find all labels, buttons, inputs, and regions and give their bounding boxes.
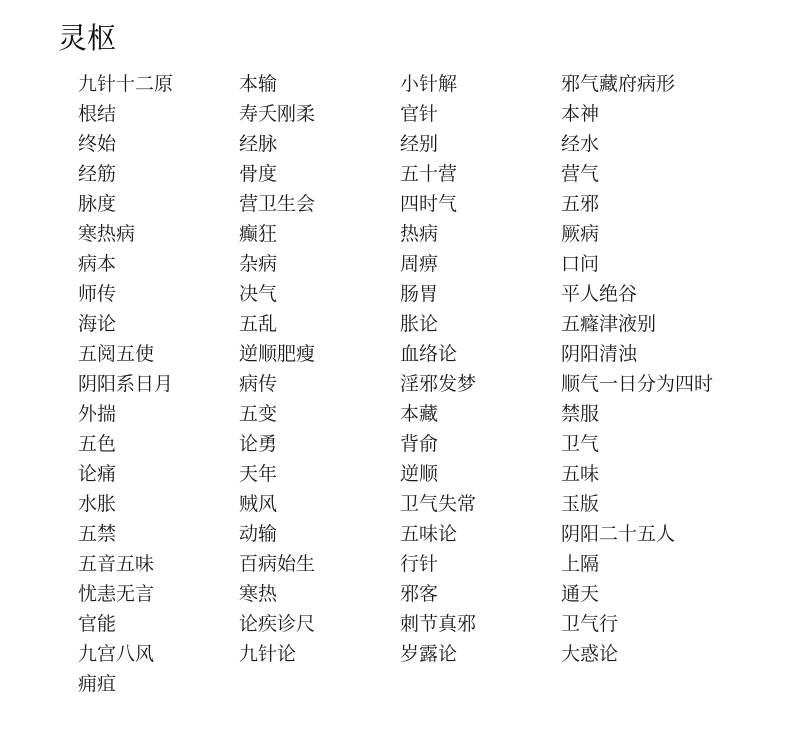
chapter-item: 论痛 (78, 463, 117, 485)
chapter-item: 行针 (400, 553, 439, 575)
chapter-item: 五癃津液别 (561, 313, 657, 335)
chapter-item: 五变 (239, 403, 278, 425)
chapter-item: 卫气 (561, 433, 600, 455)
chapter-item: 决气 (239, 283, 278, 305)
chapter-item: 平人绝谷 (561, 283, 638, 305)
chapter-item: 卫气行 (561, 613, 619, 635)
chapter-item: 动输 (239, 523, 278, 545)
chapter-item: 逆顺 (400, 463, 439, 485)
chapter-item: 贼风 (239, 493, 278, 515)
chapter-item: 五味论 (400, 523, 458, 545)
chapter-item: 五乱 (239, 313, 278, 335)
chapter-item: 经别 (400, 133, 439, 155)
chapter-item: 忧恚无言 (78, 583, 155, 605)
chapter-item: 病传 (239, 373, 278, 395)
chapter-item: 逆顺肥瘦 (239, 343, 316, 365)
chapter-item: 五色 (78, 433, 117, 455)
chapter-item: 海论 (78, 313, 117, 335)
chapter-item: 口问 (561, 253, 600, 275)
chapter-item: 热病 (400, 223, 439, 245)
chapter-item: 痈疽 (78, 673, 117, 695)
chapter-item: 根结 (78, 103, 117, 125)
chapter-item: 岁露论 (400, 643, 458, 665)
chapter-item: 淫邪发梦 (400, 373, 477, 395)
chapter-item: 本神 (561, 103, 600, 125)
chapter-item: 血络论 (400, 343, 458, 365)
chapter-item: 营气 (561, 163, 600, 185)
chapter-item: 阴阳系日月 (78, 373, 174, 395)
chapter-item: 百病始生 (239, 553, 316, 575)
chapter-item: 背俞 (400, 433, 439, 455)
chapter-item: 病本 (78, 253, 117, 275)
chapter-item: 邪客 (400, 583, 439, 605)
chapter-item: 小针解 (400, 73, 458, 95)
chapter-item: 水胀 (78, 493, 117, 515)
chapter-item: 经水 (561, 133, 600, 155)
chapter-item: 脉度 (78, 193, 117, 215)
chapter-item: 外揣 (78, 403, 117, 425)
chapter-item: 九针论 (239, 643, 297, 665)
chapter-item: 九针十二原 (78, 73, 174, 95)
page-title: 灵枢 (58, 21, 117, 55)
chapter-item: 厥病 (561, 223, 600, 245)
chapter-item: 五邪 (561, 193, 600, 215)
chapter-item: 阴阳清浊 (561, 343, 638, 365)
chapter-item: 本输 (239, 73, 278, 95)
chapter-item: 论勇 (239, 433, 278, 455)
chapter-item: 骨度 (239, 163, 278, 185)
chapter-item: 终始 (78, 133, 117, 155)
chapter-item: 癫狂 (239, 223, 278, 245)
chapter-item: 禁服 (561, 403, 600, 425)
chapter-item: 五十营 (400, 163, 458, 185)
chapter-item: 周痹 (400, 253, 439, 275)
chapter-item: 邪气藏府病形 (561, 73, 676, 95)
chapter-item: 通天 (561, 583, 600, 605)
chapter-item: 杂病 (239, 253, 278, 275)
chapter-item: 天年 (239, 463, 278, 485)
chapter-item: 卫气失常 (400, 493, 477, 515)
chapter-item: 经脉 (239, 133, 278, 155)
chapter-item: 刺节真邪 (400, 613, 477, 635)
chapter-item: 本藏 (400, 403, 439, 425)
chapter-item: 肠胃 (400, 283, 439, 305)
chapter-item: 师传 (78, 283, 117, 305)
chapter-item: 胀论 (400, 313, 439, 335)
chapter-item: 五阅五使 (78, 343, 155, 365)
chapter-item: 营卫生会 (239, 193, 316, 215)
chapter-item: 顺气一日分为四时 (561, 373, 714, 395)
chapter-item: 四时气 (400, 193, 458, 215)
chapter-item: 九宫八风 (78, 643, 155, 665)
chapter-item: 五音五味 (78, 553, 155, 575)
chapter-item: 官针 (400, 103, 439, 125)
chapter-item: 寒热 (239, 583, 278, 605)
chapter-item: 五味 (561, 463, 600, 485)
chapter-list (78, 69, 761, 699)
chapter-item: 经筋 (78, 163, 117, 185)
chapter-item: 论疾诊尺 (239, 613, 316, 635)
chapter-item: 玉版 (561, 493, 600, 515)
chapter-item: 大惑论 (561, 643, 619, 665)
chapter-item: 官能 (78, 613, 117, 635)
chapter-item: 五禁 (78, 523, 117, 545)
chapter-item: 寒热病 (78, 223, 136, 245)
chapter-item: 阴阳二十五人 (561, 523, 676, 545)
chapter-item: 上隔 (561, 553, 600, 575)
chapter-item: 寿夭刚柔 (239, 103, 316, 125)
